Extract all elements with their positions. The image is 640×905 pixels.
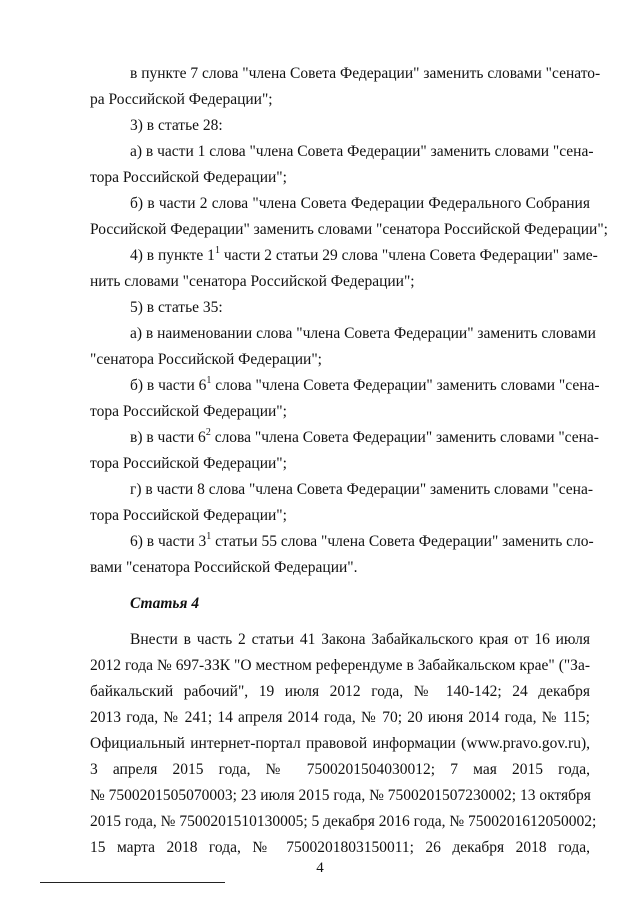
text-line: 6) в части $3^1$ статьи 55 слова "члена Совета Федерации" заменить сло-	[130, 531, 594, 550]
text-line: 15 марта 2018 года, № 7500201803150011; 26 декабря 2018 года,	[90, 839, 590, 856]
text-line: тора Российской Федерации";	[90, 169, 287, 186]
text-line: тора Российской Федерации";	[90, 507, 287, 524]
text-line: 2013 года, № 241; 14 апреля 2014 года, № 70; 20 июня 2014 года, № 115;	[90, 709, 590, 726]
text-line: 3 апреля 2015 года, № 7500201504030012; 7 мая 2015 года,	[90, 761, 590, 778]
text-line: г) в части 8 слова "члена Совета Федерации" заменить словами "сена-	[130, 481, 593, 498]
page-number: 4	[316, 860, 324, 876]
text-line: тора Российской Федерации";	[90, 455, 287, 472]
text-line: нить словами "сенатора Российской Федерации";	[90, 273, 415, 290]
text-line: а) в наименовании слова "члена Совета Федерации" заменить словами	[130, 325, 596, 342]
text-line: в пункте 7 слова "члена Совета Федерации" заменить словами "сенато-	[130, 65, 601, 82]
text-line: тора Российской Федерации";	[90, 403, 287, 420]
text-line: в) в части $6^2$ слова "члена Совета Федерации" заменить словами "сена-	[130, 427, 599, 446]
text-line: 4) в пункте $1^1$ части 2 статьи 29 слова "члена Совета Федерации" заме-	[130, 245, 598, 264]
text-line: Российской Федерации" заменить словами "сенатора Российской Федерации";	[90, 221, 608, 238]
text-line: б) в части $6^1$ слова "члена Совета Федерации" заменить словами "сена-	[130, 375, 600, 394]
text-line: ра Российской Федерации";	[90, 91, 273, 108]
text-line: "сенатора Российской Федерации";	[90, 351, 322, 368]
text-line: 2012 года № 697-ЗЗК "О местном референдуме в Забайкальском крае" ("За-	[90, 657, 590, 674]
article-heading: Статья 4	[130, 595, 200, 612]
text-line: 5) в статье 35:	[130, 299, 223, 316]
text-line: б) в части 2 слова "члена Совета Федерации Федерального Собрания	[130, 195, 590, 212]
text-line: 3) в статье 28:	[130, 117, 223, 134]
text-line: 2015 года, № 7500201510130005; 5 декабря 2016 года, № 7500201612050002;	[90, 813, 597, 830]
text-line: байкальский рабочий", 19 июля 2012 года, № 140-142; 24 декабря	[90, 683, 590, 700]
text-line: № 7500201505070003; 23 июля 2015 года, № 7500201507230002; 13 октября	[90, 787, 591, 804]
text-line: а) в части 1 слова "члена Совета Федерации" заменить словами "сена-	[130, 143, 594, 160]
text-line: вами "сенатора Российской Федерации".	[90, 559, 358, 576]
text-line: Внести в часть 2 статьи 41 Закона Забайкальского края от 16 июля	[130, 631, 590, 648]
text-line: Официальный интернет-портал правовой информации (www.pravo.gov.ru),	[90, 735, 590, 752]
footer-divider	[40, 882, 225, 883]
